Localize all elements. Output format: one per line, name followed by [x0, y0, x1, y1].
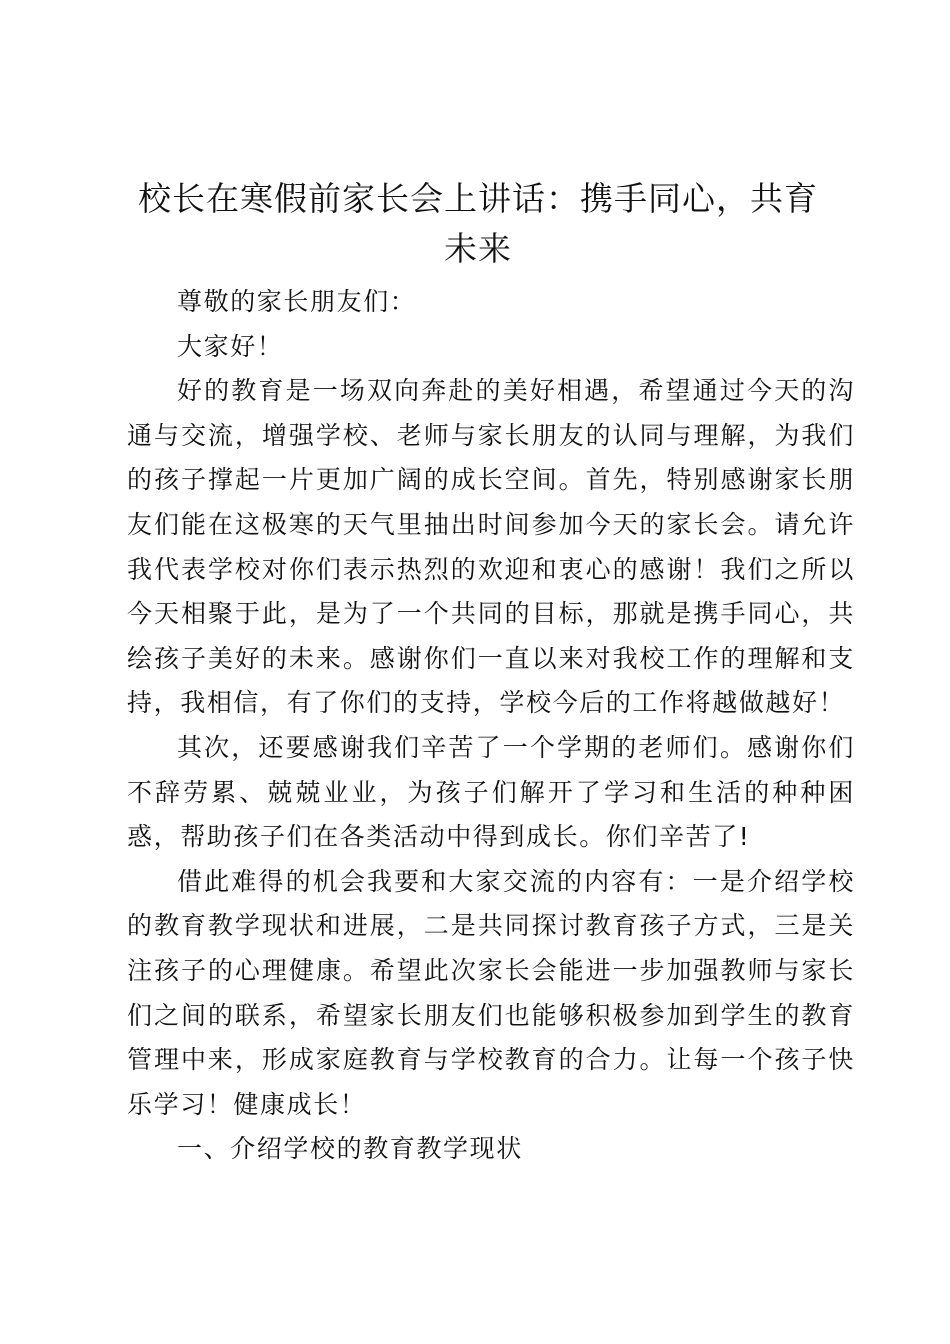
- greeting: 大家好！: [177, 331, 284, 361]
- document-body: [127, 280, 855, 1172]
- salutation: 尊敬的家长朋友们：: [177, 287, 417, 316]
- section-heading: 一、介绍学校的教育教学现状: [177, 1134, 523, 1164]
- paragraph-agenda: 借此难得的机会我要和大家交流的内容有：一是介绍学校的教育教学现状和进展，二是共同探讨教育孩子方式，三是关注孩子的心理健康。希望此次家长会能进一步加强教师与家长们之间的联系，希望家长朋友们也能够积极参加到学生的教育管理中来，形成家庭教育与学校教育的合力。让每一个孩子快乐学习！健康成长！: [127, 866, 855, 1119]
- paragraph-thanks-teachers: 其次，还要感谢我们辛苦了一个学期的老师们。感谢你们不辞劳累、兢兢业业，为孩子们解开了学习和生活的种种困惑，帮助孩子们在各类活动中得到成长。你们辛苦了!: [127, 732, 855, 852]
- paragraph-thanks-parents: 好的教育是一场双向奔赴的美好相遇，希望通过今天的沟通与交流，增强学校、老师与家长朋友的认同与理解，为我们的孩子撑起一片更加广阔的成长空间。首先，特别感谢家长朋友们能在这极寒的天气里抽出时间参加今天的家长会。请允许我代表学校对你们表示热烈的欢迎和衷心的感谢！我们之所以今天相聚于此，是为了一个共同的目标，那就是携手同心，共绘孩子美好的未来。感谢你们一直以来对我校工作的理解和支持，我相信，有了你们的支持，学校今后的工作将越做越好！: [127, 376, 855, 718]
- document-title: 校长在寒假前家长会上讲话：携手同心，共育未来: [138, 179, 818, 268]
